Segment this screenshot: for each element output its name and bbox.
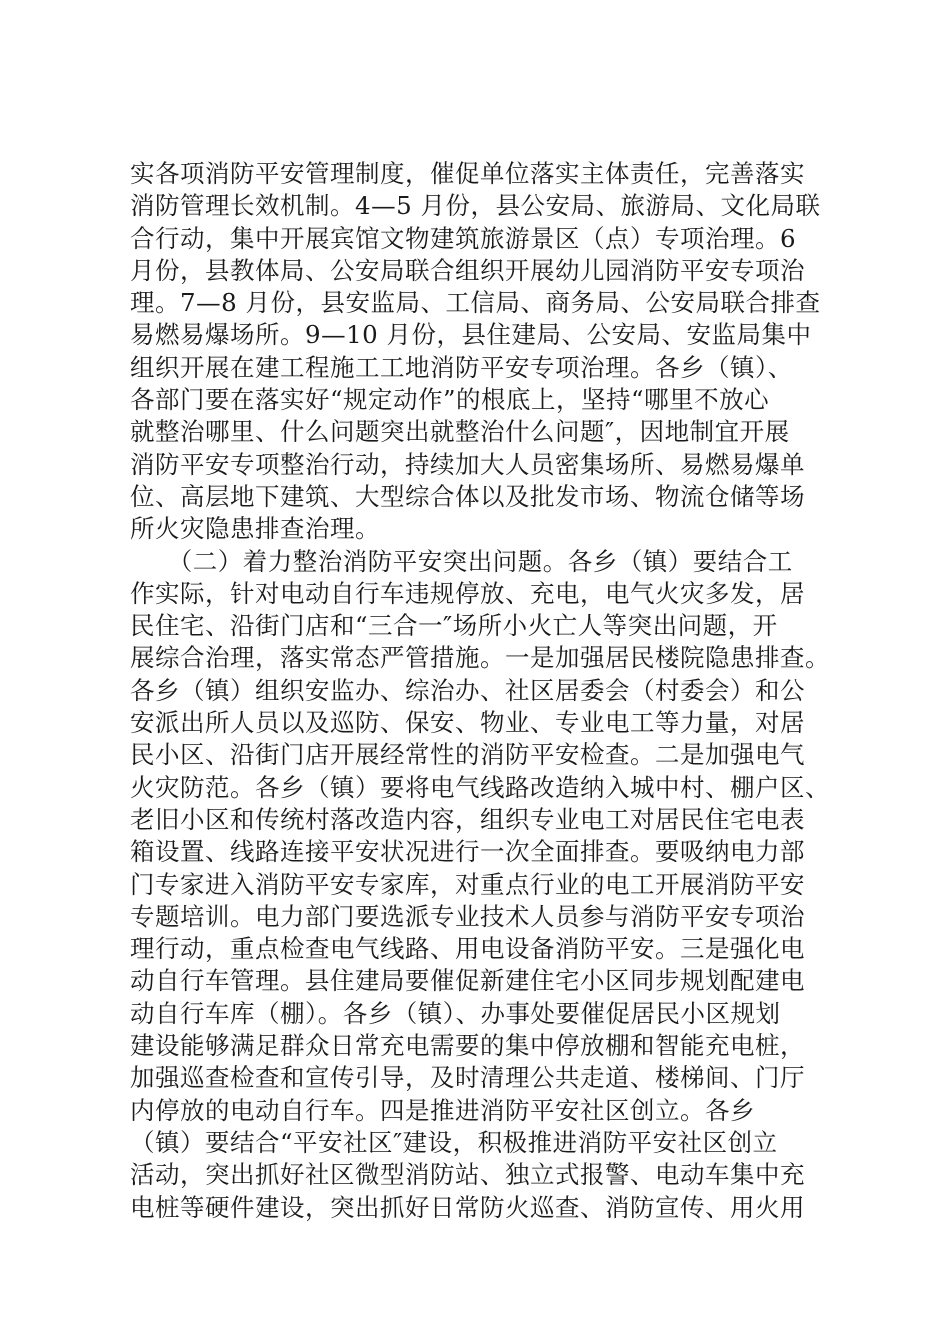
text-line: 就整治哪里、什么问题突出就整治什么问题″，因地制宜开展 (130, 417, 790, 447)
text-line: 火灾防范。各乡（镇）要将电气线路改造纳入城中村、棚户区、 (130, 772, 830, 802)
text-line: 内停放的电动自行车。四是推进消防平安社区创立。各乡 (130, 1095, 755, 1125)
text-line: 专题培训。电力部门要选派专业技术人员参与消防平安专项治 (130, 901, 805, 931)
text-line: 活动，突出抓好社区微型消防站、独立式报警、电动车集中充 (130, 1160, 805, 1190)
text-line: 建设能够满足群众日常充电需要的集中停放棚和智能充电桩， (130, 1031, 805, 1061)
paragraph-heading-line: （二）着力整治消防平安突出问题。各乡（镇）要结合工 (130, 546, 793, 576)
text-line: 电桩等硬件建设，突出抓好日常防火巡查、消防宣传、用火用 (130, 1192, 805, 1222)
body-text (130, 158, 830, 1224)
text-line: 动自行车库（棚）。各乡（镇）、办事处要催促居民小区规划 (130, 998, 781, 1028)
text-line: （镇）要结合“平安社区″建设，积极推进消防平安社区创立 (130, 1127, 778, 1157)
text-line: 消防管理长效机制。4—5 月份，县公安局、旅游局、文化局联 (130, 191, 821, 221)
text-line: 实各项消防平安管理制度，催促单位落实主体责任，完善落实 (130, 159, 805, 188)
text-line: 老旧小区和传统村落改造内容，组织专业电工对居民住宅电表 (130, 804, 805, 834)
text-line: 月份，县教体局、公安局联合组织开展幼儿园消防平安专项治 (130, 255, 805, 285)
text-line: 理。7—8 月份，县安监局、工信局、商务局、公安局联合排查 (130, 288, 821, 318)
text-line: 箱设置、线路连接平安状况进行一次全面排查。要吸纳电力部 (130, 837, 805, 867)
text-line: 动自行车管理。县住建局要催促新建住宅小区同步规划配建电 (130, 966, 805, 996)
text-line: 易燃易爆场所。9—10 月份，县住建局、公安局、安监局集中 (130, 320, 812, 350)
text-line: 安派出所人员以及巡防、保安、物业、专业电工等力量，对居 (130, 708, 805, 738)
text-line: 各部门要在落实好“规定动作”的根底上，坚持“哪里不放心 (130, 385, 770, 415)
text-line: 各乡（镇）组织安监办、综治办、社区居委会（村委会）和公 (130, 675, 805, 705)
text-line: 民小区、沿街门店开展经常性的消防平安检查。二是加强电气 (130, 740, 805, 770)
text-line: 消防平安专项整治行动，持续加大人员密集场所、易燃易爆单 (130, 449, 805, 479)
text-line: 所火灾隐患排查治理。 (130, 514, 380, 544)
text-line: 理行动，重点检查电气线路、用电设备消防平安。三是强化电 (130, 934, 805, 964)
text-line: 组织开展在建工程施工工地消防平安专项治理。各乡（镇）、 (130, 352, 793, 382)
text-line: 民住宅、沿街门店和“三合一″场所小火亡人等突出问题，开 (130, 611, 778, 641)
text-line: 作实际，针对电动自行车违规停放、充电，电气火灾多发，居 (130, 578, 805, 608)
text-line: 展综合治理，落实常态严管措施。一是加强居民楼院隐患排查。 (130, 643, 830, 673)
text-line: 位、高层地下建筑、大型综合体以及批发市场、物流仓储等场 (130, 481, 805, 511)
text-line: 加强巡查检查和宣传引导，及时清理公共走道、楼梯间、门厅 (130, 1063, 805, 1093)
text-line: 门专家进入消防平安专家库，对重点行业的电工开展消防平安 (130, 869, 805, 899)
text-line: 合行动，集中开展宾馆文物建筑旅游景区（点）专项治理。6 (130, 223, 797, 253)
